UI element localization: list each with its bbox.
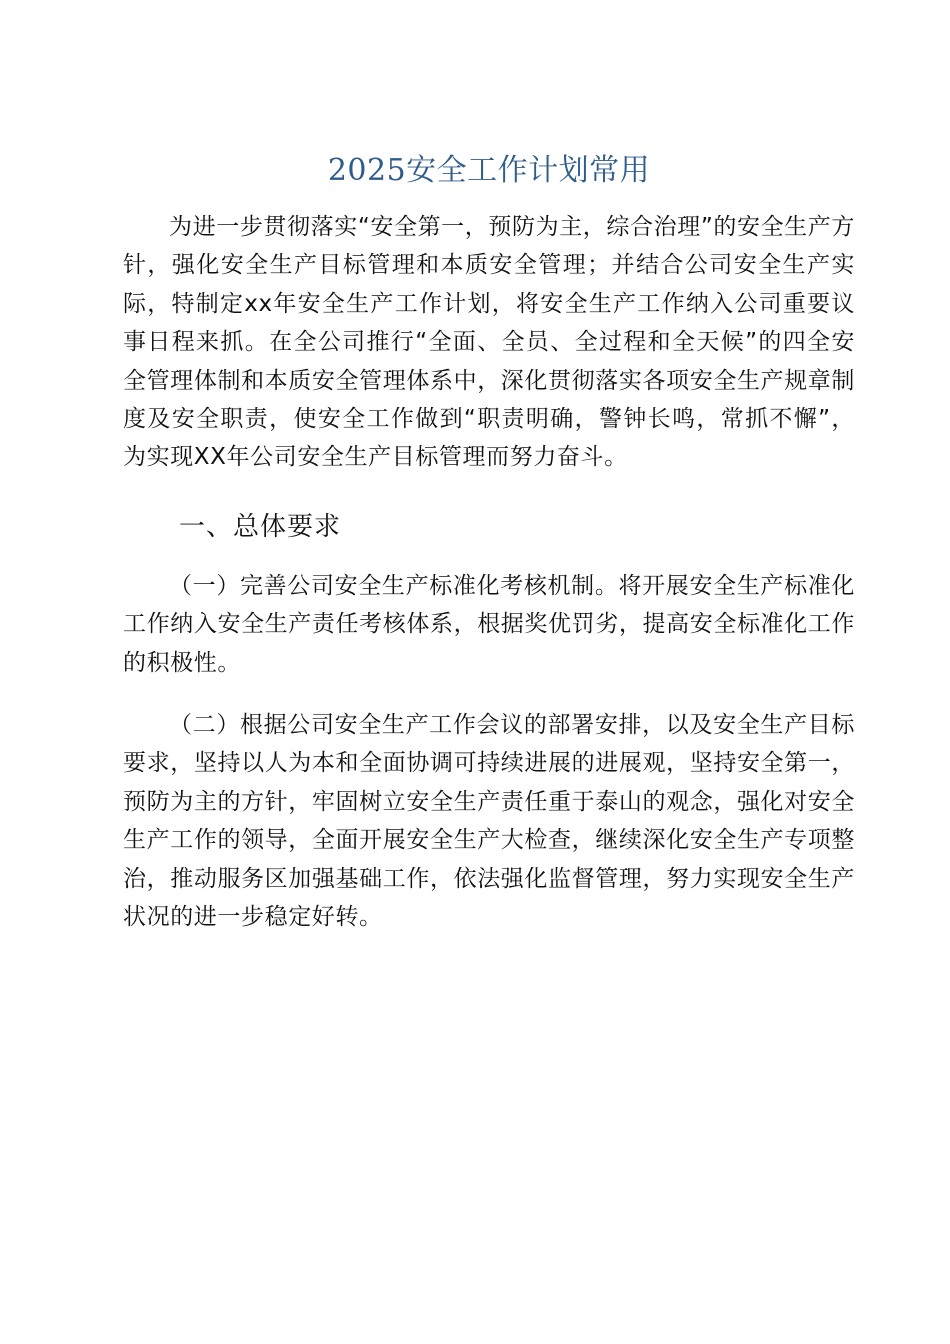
section-item-1: （一）完善公司安全生产标准化考核机制。将开展安全生产标准化工作纳入安全生产责任考核体系，根据奖优罚劣，提高安全标准化工作的积极性。 xyxy=(123,572,855,676)
intro-paragraph: 为进一步贯彻落实“安全第一，预防为主，综合治理”的安全生产方针，强化安全生产目标管理和本质安全管理；并结合公司安全生产实际，特制定xx年安全生产工作计划，将安全生产工作纳入公司重要议事日程来抓。在全公司推行“全面、全员、全过程和全天候”的四全安全管理体制和本质安全管理体系中，深化贯彻落实各项安全生产规章制度及安全职责，使安全工作做到“职责明确，警钟长鸣，常抓不懈”，为实现XX年公司安全生产目标管理而努力奋斗。 xyxy=(123,214,855,471)
section-item-2: （二）根据公司安全生产工作会议的部署安排，以及安全生产目标要求，坚持以人为本和全面协调可持续进展的进展观，坚持安全第一，预防为主的方针，牢固树立安全生产责任重于泰山的观念，强化对安全生产工作的领导，全面开展安全生产大检查，继续深化安全生产专项整治，推动服务区加强基础工作，依法强化监督管理，努力实现安全生产状况的进一步稳定好转。 xyxy=(123,712,855,931)
document-body xyxy=(123,148,855,961)
section-heading-general-requirements: 一、总体要求 xyxy=(179,511,342,542)
document-title: 2025安全工作计划常用 xyxy=(327,153,651,188)
